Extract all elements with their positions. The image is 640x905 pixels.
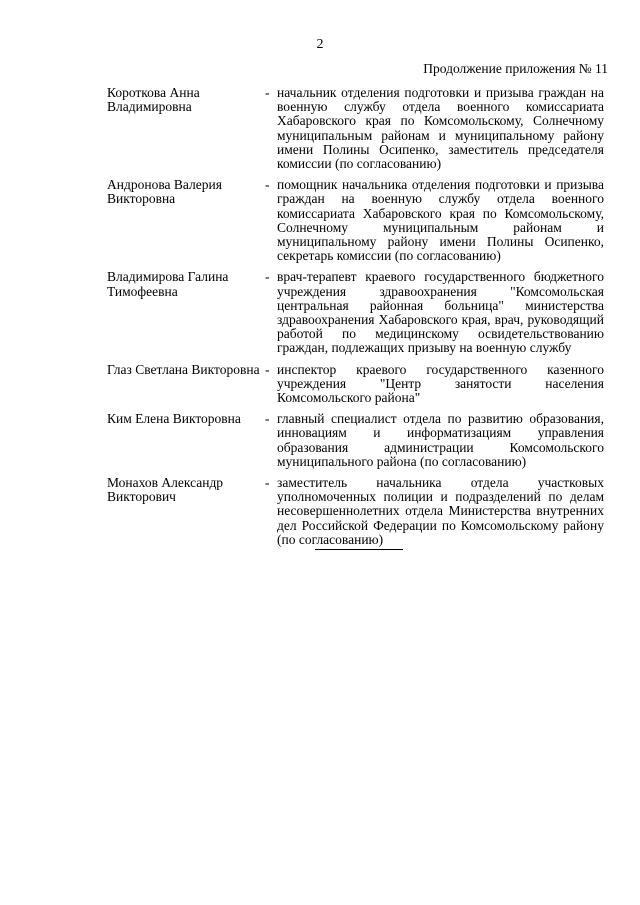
page-number: 2 [316,37,324,52]
member-role: помощник начальника отделения подготовки и призыва граждан на военную службу отдела военного комиссариата Хабаровского края по Комсомольскому, Солнечному муниципальным районам и муниципальному району имени Полины Осипенко, секретарь комиссии (по согласованию) [277,177,604,264]
member-dash: - [265,411,270,427]
member-dash: - [265,269,270,285]
member-role: врач-терапевт краевого государственного бюджетного учреждения здравоохранения "Комсомольская центральная районная больница" министерства здравоохранения Хабаровского края, врач, руководящий работой по медицинскому освидетельствованию граждан, подлежащих призыву на военную службу [277,269,604,356]
member-row [107,270,604,355]
member-name: Андронова Валерия Викторовна [107,177,222,207]
member-dash: - [265,85,270,100]
member-role: главный специалист отдела по развитию образования, инновациям и информатизациям управления образования администрации Комсомольского муниципального района (по согласованию) [277,411,604,469]
member-row [107,363,604,406]
member-name: Монахов Александр Викторович [107,475,224,505]
continuation-note: Продолжение приложения № 11 [423,61,608,76]
member-role: инспектор краевого государственного казенного учреждения "Центр занятости населения Комсомольского района" [277,361,604,406]
member-row [107,86,604,171]
member-name: Короткова Анна Владимировна [107,85,200,115]
member-name: Ким Елена Викторовна [107,411,241,427]
commission-member-list [107,86,604,554]
member-dash: - [265,475,270,491]
member-role: заместитель начальника отдела участковых уполномоченных полиции и подразделений по делам несовершеннолетних отдела Министерства внутренних дел Российской Федерации по Комсомольскому району (по согласованию) [277,475,604,547]
member-row [107,178,604,263]
member-row [107,476,604,547]
member-name: Глаз Светлана Викторовна [107,361,260,377]
closing-separator-line [315,549,403,550]
member-row [107,412,604,469]
member-role: начальник отделения подготовки и призыва граждан на военную службу отдела военного комиссариата Хабаровского края по Комсомольскому, Солнечному муниципальным районам и муниципальному району имени Полины Осипенко, заместитель председателя комиссии (по согласованию) [277,85,604,172]
member-dash: - [265,361,270,377]
member-dash: - [265,177,270,193]
member-name: Владимирова Галина Тимофеевна [107,269,229,299]
